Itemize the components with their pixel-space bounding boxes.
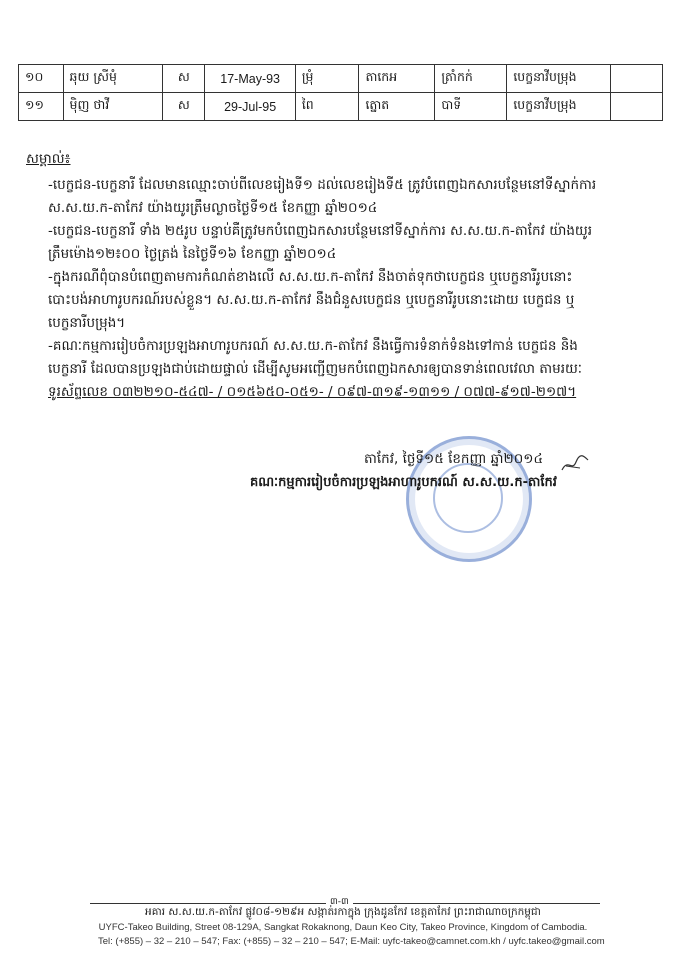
cell-row-number: ១០ — [19, 65, 64, 93]
cell-birth-commune: តាកេអ — [359, 65, 435, 93]
note-line: បោះបង់អាហារូបករណ៍របស់ខ្លួន។ ស.ស.យ.ក-តាកែវ នឹងជំនួសបេក្ខជន ឬបេក្ខនារីរូបនោះដោយ បេក្ខជន ឬ — [48, 292, 575, 308]
scholarship-roster-table — [18, 64, 663, 121]
note-line: -បេក្ខជន-បេក្ខនារី ទាំង ២៥រូប បន្ទាប់គឺត្រូវមកបំពេញឯកសារបន្ថែមនៅទីស្នាក់ការ ស.ស.យ.ក-តាកែវ យ៉ាងយូរ — [48, 223, 593, 239]
note-line: ស.ស.យ.ក-តាកែវ យ៉ាងយូរត្រឹមល្ងាចថ្ងៃទី១៥ ខែកញ្ញា ឆ្នាំ២០១៤ — [48, 200, 378, 216]
note-line: -បេក្ខជន-បេក្ខនារី ដែលមានឈ្មោះចាប់ពីលេខរៀងទី១ ដល់លេខរៀងទី៥ ត្រូវបំពេញឯកសារបន្ថែមនៅទីស្នាក់ការ — [48, 177, 597, 193]
cell-date-of-birth: 17-May-93 — [205, 65, 295, 93]
footer-address-english: UYFC-Takeo Building, Street 08-129A, Sangkat Rokaknong, Daun Keo City, Takeo Province, Kingdom of Cambodia. — [98, 922, 588, 933]
footer-address-khmer: អគារ ស.ស.យ.ក-តាកែវ ផ្លូវ០៨-១២៩អ សង្កាត់រកាក្នុង ក្រុងដូនកែវ ខេត្តតាកែវ ព្រះរាជាណាចក្រកម្ពុជា — [145, 906, 541, 918]
committee-name: គណៈកម្មការរៀបចំការប្រឡងអាហារូបករណ៍ ស.ស.យ.ក-តាកែវ — [250, 475, 557, 490]
cell-birth-district: បាទី — [435, 93, 507, 121]
table-row — [19, 65, 663, 93]
cell-status: បេក្ខនាវីបម្រុង — [507, 93, 611, 121]
cell-remarks — [611, 65, 663, 93]
cell-sex: ស — [163, 93, 205, 121]
note-line: បេក្ខនារីបម្រុង។ — [48, 315, 126, 331]
cell-date-of-birth: 29-Jul-95 — [205, 93, 295, 121]
cell-birth-village: ម្រុំ — [295, 65, 359, 93]
footer-contact: Tel: (+855) – 32 – 210 – 547; Fax: (+855) – 32 – 210 – 547; E-Mail: uyfc-takeo@camnet.com.kh / uyfc.takeo@gmail.com — [98, 936, 605, 947]
table-row — [19, 93, 663, 121]
signature-mark — [560, 454, 590, 474]
roster-body — [19, 65, 663, 121]
note-line: -ក្នុងករណីពុំបានបំពេញតាមការកំណត់ខាងលើ ស.ស.យ.ក-តាកែវ នឹងចាត់ទុកថាបេក្ខជន ឬបេក្ខនារីរូបនោះ — [48, 269, 573, 285]
note-item — [48, 266, 658, 335]
note-item — [48, 174, 658, 220]
cell-row-number: ១១ — [19, 93, 64, 121]
note-line: បេក្ខនារី ដែលបានប្រឡងជាប់ដោយផ្ទាល់ ដើម្បីសូមអញ្ជើញមកបំពេញឯកសារឲ្យបានទាន់ពេលវេលា តាមរយៈ — [48, 361, 582, 377]
cell-student-name: ម៉ិញ ថាវី — [63, 93, 163, 121]
cell-birth-district: ត្រាំកក់ — [435, 65, 507, 93]
page-number: ៣-៣ — [326, 896, 353, 909]
cell-sex: ស — [163, 65, 205, 93]
place-and-date: តាកែវ, ថ្ងៃទី១៥ ខែកញ្ញា ឆ្នាំ២០១៤ — [364, 451, 544, 467]
cell-birth-village: ពៃ — [295, 93, 359, 121]
note-item — [48, 220, 658, 266]
cell-remarks — [611, 93, 663, 121]
note-line: -គណៈកម្មការរៀបចំការប្រឡងអាហារូបករណ៍ ស.ស.យ.ក-តាកែវ នឹងធ្វើការទំនាក់ទំនងទៅកាន់ បេក្ខជន និង — [48, 338, 578, 354]
cell-status: បេក្ខនាវីបម្រុង — [507, 65, 611, 93]
note-item — [48, 335, 658, 404]
cell-student-name: ឆុយ ស្រីមុំ — [63, 65, 163, 93]
cell-birth-commune: ត្នោត — [359, 93, 435, 121]
notes-title: សម្គាល់៖ — [26, 151, 71, 167]
note-line: ត្រឹមម៉ោង១២៖០០ ថ្ងៃត្រង់ នៃថ្ងៃទី១៦ ខែកញ្ញា ឆ្នាំ២០១៤ — [48, 246, 337, 262]
note-line: ទូរស័ព្ទលេខ ០៣២២១០-៥៤៧- / ០១៥៦៥០-០៥១- / ០៩៧-៣១៩-១៣១១ / ០៧៧-៩១៧-២១៧។ — [48, 384, 577, 400]
